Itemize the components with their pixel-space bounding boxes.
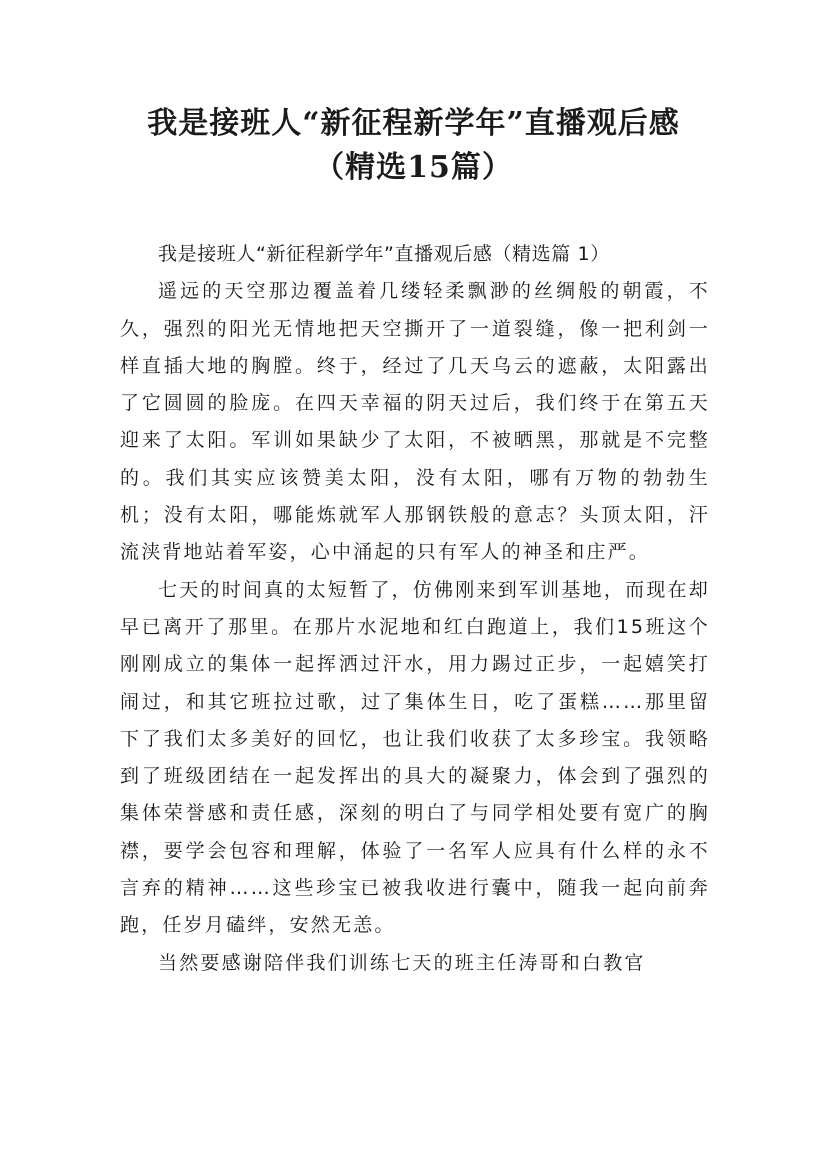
section-heading: 我是接班人“新征程新学年”直播观后感（精选篇 1） [158,243,610,265]
document-title-subline: （精选15篇） [314,150,513,185]
paragraph: 当然要感谢陪伴我们训练七天的班主任涛哥和白教官 [158,951,646,974]
document-title: 我是接班人“新征程新学年”直播观后感 [147,106,680,141]
paragraph: 遥远的天空那边覆盖着几缕轻柔飘渺的丝绸般的朝霞，不久，强烈的阳光无情地把天空撕开了一道裂缝，像一把利剑一样直插大地的胸膛。终于，经过了几天乌云的遮蔽，太阳露出了它圆圆的脸庞。在四天幸福的阴天过后，我们终于在第五天迎来了太阳。军训如果缺少了太阳，不被晒黑，那就是不完整的。我们其实应该赞美太阳，没有太阳，哪有万物的勃勃生机；没有太阳，哪能炼就军人那钢铁般的意志？头顶太阳，汗流浃背地站着军姿，心中涌起的只有军人的神圣和庄严。 [120,280,710,564]
document-body [120,236,710,982]
paragraph: 七天的时间真的太短暂了，仿佛刚来到军训基地，而现在却早已离开了那里。在那片水泥地和红白跑道上，我们15班这个刚刚成立的集体一起挥洒过汗水，用力踢过正步，一起嬉笑打闹过，和其它班拉过歌，过了集体生日，吃了蛋糕……那里留下了我们太多美好的回忆，也让我们收获了太多珍宝。我领略到了班级团结在一起发挥出的具大的凝聚力，体会到了强烈的集体荣誉感和责任感，深刻的明白了与同学相处要有宽广的胸襟，要学会包容和理解，体验了一名军人应具有什么样的永不言弃的精神……这些珍宝已被我收进行囊中，随我一起向前奔跑，任岁月磕绊，安然无恙。 [120,578,710,937]
